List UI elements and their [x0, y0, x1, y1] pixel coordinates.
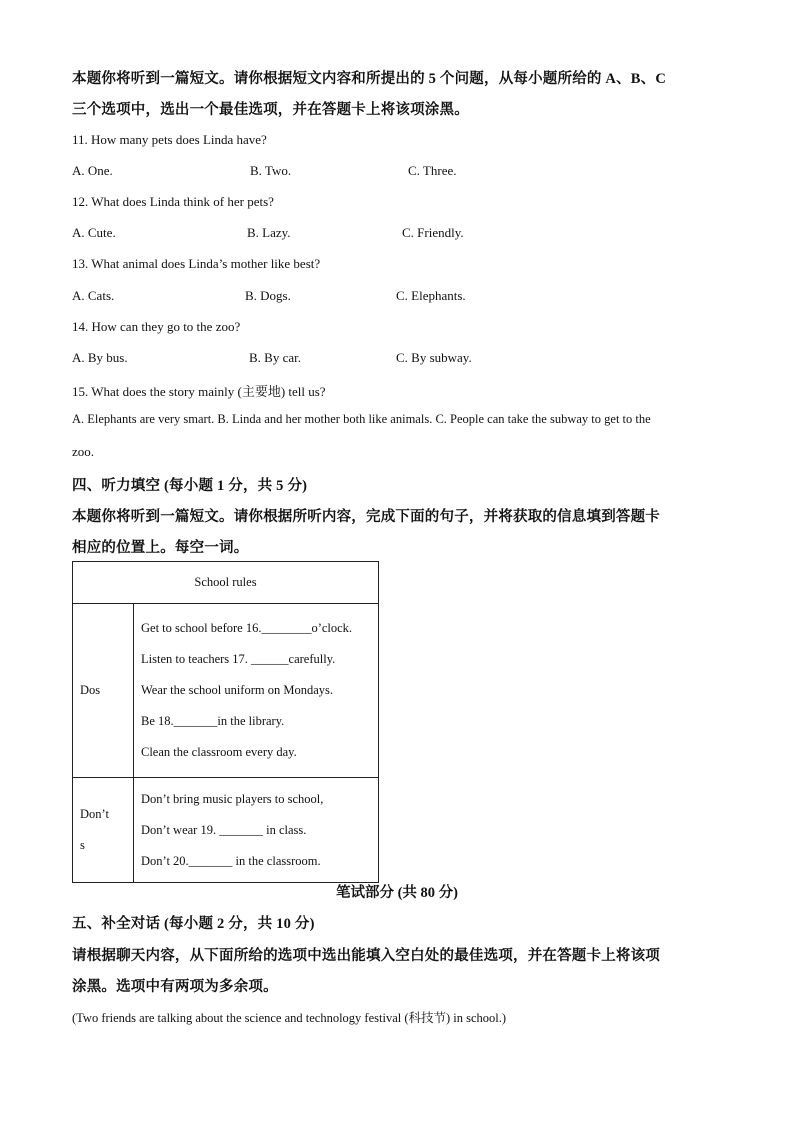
donts-item-20: Don’t 20._______ in the classroom. — [141, 853, 321, 868]
section-5-heading: 五、补全对话 (每小题 2 分，共 10 分) — [72, 916, 315, 932]
donts-item-19: Don’t wear 19. _______ in class. — [141, 822, 307, 837]
question-11-option-c: C. Three. — [408, 163, 457, 178]
question-12-option-a: A. Cute. — [72, 225, 116, 240]
donts-item-music: Don’t bring music players to school, — [141, 791, 324, 806]
question-11-option-b: B. Two. — [250, 163, 292, 178]
section-4-instruction-line2: 相应的位置上。每空一词。 — [72, 540, 249, 556]
question-12-option-b: B. Lazy. — [247, 225, 291, 240]
question-12-stem: 12. What does Linda think of her pets? — [72, 194, 274, 209]
question-15-options-line1: A. Elephants are very smart. B. Linda and her mother both like animals. C. People can take the subway to get to the — [72, 412, 651, 426]
dos-list — [134, 604, 379, 778]
school-rules-table — [72, 561, 379, 883]
question-13-option-b: B. Dogs. — [245, 288, 291, 303]
question-11-stem: 11. How many pets does Linda have? — [72, 132, 267, 147]
question-14-option-c: C. By subway. — [396, 350, 472, 365]
donts-label-part2: s — [80, 838, 85, 852]
question-13-option-c: C. Elephants. — [396, 288, 466, 303]
donts-list — [134, 778, 379, 883]
listening-choice-instruction-line2: 三个选项中，选出一个最佳选项，并在答题卡上将该项涂黑。 — [72, 102, 469, 118]
section-5-instruction-line2: 涂黑。选项中有两项为多余项。 — [72, 979, 278, 995]
section-5-instruction-line1: 请根据聊天内容，从下面所给的选项中选出能填入空白处的最佳选项，并在答题卡上将该项 — [72, 948, 660, 964]
written-part-title: 笔试部分 (共 80 分) — [335, 885, 459, 901]
dos-label: Dos — [73, 604, 134, 778]
school-rules-title: School rules — [73, 562, 379, 604]
dos-item-clean: Clean the classroom every day. — [141, 745, 297, 759]
section-5-context: (Two friends are talking about the science and technology festival (科技节) in school.) — [72, 1011, 507, 1025]
section-4-instruction-line1: 本题你将听到一篇短文。请你根据所听内容，完成下面的句子，并将获取的信息填到答题卡 — [72, 509, 660, 525]
question-13-option-a: A. Cats. — [72, 288, 115, 303]
question-14-option-b: B. By car. — [249, 350, 301, 365]
dos-item-17: Listen to teachers 17. ______carefully. — [141, 652, 336, 666]
question-11-option-a: A. One. — [72, 163, 113, 178]
question-14-stem: 14. How can they go to the zoo? — [72, 319, 241, 334]
question-15-options-line2: zoo. — [72, 444, 95, 459]
dos-item-uniform: Wear the school uniform on Mondays. — [141, 683, 334, 697]
donts-label-part1: Don’t — [80, 807, 109, 821]
listening-choice-instruction-line1: 本题你将听到一篇短文。请你根据短文内容和所提出的 5 个问题，从每小题所给的 A、B、C — [72, 71, 667, 87]
dos-item-16: Get to school before 16.________o’clock. — [141, 621, 353, 635]
question-14-option-a: A. By bus. — [72, 350, 128, 365]
dos-item-18: Be 18._______in the library. — [141, 714, 285, 728]
question-12-option-c: C. Friendly. — [402, 225, 464, 240]
question-13-stem: 13. What animal does Linda’s mother like best? — [72, 256, 321, 271]
donts-label — [73, 778, 134, 883]
question-15-stem: 15. What does the story mainly (主要地) tell us? — [72, 384, 326, 399]
section-4-heading: 四、听力填空 (每小题 1 分，共 5 分) — [72, 478, 308, 494]
